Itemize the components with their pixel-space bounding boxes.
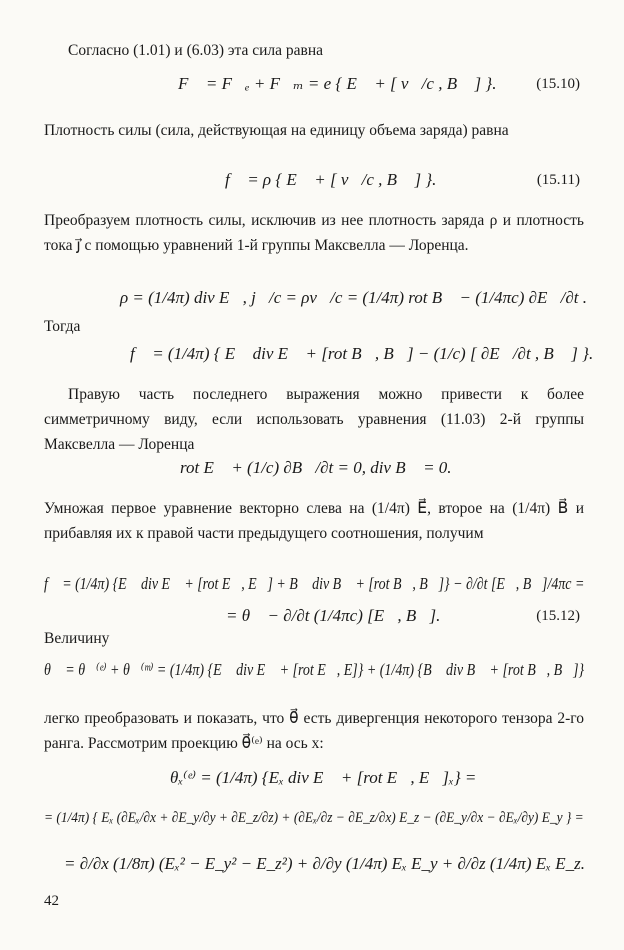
paragraph-multiply: Умножая первое уравнение векторно слева на (1/4π) E⃗, второе на (1/4π) B⃗ и прибавляя их к правой части предыдущего соотношения, получим	[44, 500, 584, 542]
equation-body: F⃗ = F⃗ₑ + F⃗ₘ = e { E⃗ + [ v⃗/c , B⃗ ] }.	[178, 74, 497, 93]
paragraph-symmetric: Правую часть последнего выражения можно привести к более симметричному виду, если использовать уравнения (11.03) 2-й группы Максвелла — Лоренца	[44, 386, 584, 453]
equation-body: f⃗ = (1/4π) { E⃗ div E⃗ + [rot B⃗, B⃗] − (1/c) [ ∂E⃗/∂t , B⃗ ] }.	[130, 344, 594, 363]
equation-body: = θ⃗ − ∂/∂t (1/4πc) [E⃗, B⃗].	[226, 606, 441, 625]
equation-maxwell-2	[0, 450, 624, 490]
page-number: 42	[44, 893, 59, 909]
equation-15-11	[0, 162, 624, 202]
equation-number: (15.10)	[536, 76, 580, 92]
equation-body: rot E⃗ + (1/c) ∂B⃗/∂t = 0, div B⃗ = 0.	[180, 458, 452, 477]
equation-body: f⃗ = ρ { E⃗ + [ v⃗/c , B⃗ ] }.	[225, 170, 437, 189]
paragraph-tensor: легко преобразовать и показать, что θ⃗ есть дивергенция некоторого тензора 2-го ранга. Рассмотрим проекцию θ⃗⁽ᵉ⁾ на ось x:	[44, 710, 584, 752]
equation-number: (15.11)	[536, 172, 580, 188]
equation-body: = (1/4π) { Eₓ (∂Eₓ/∂x + ∂E_y/∂y + ∂E_z/∂z) + (∂Eₓ/∂z − ∂E_z/∂x) E_z − (∂E_y/∂x − ∂Eₓ/∂y) E_y } =	[44, 810, 584, 826]
equation-theta-x-line2	[0, 802, 624, 842]
equation-15-10	[0, 66, 624, 106]
equation-theta-x-line1	[0, 760, 624, 800]
equation-f-density	[0, 336, 624, 376]
equation-theta	[0, 652, 624, 692]
equation-body: = ∂/∂x (1/8π) (Eₓ² − E_y² − E_z²) + ∂/∂y (1/4π) Eₓ E_y + ∂/∂z (1/4π) Eₓ E_z.	[64, 854, 585, 873]
equation-theta-x-line3	[0, 846, 624, 886]
equation-body: f⃗ = (1/4π) {E⃗ div E⃗ + [rot E⃗, E⃗] + B⃗ div B⃗ + [rot B⃗, B⃗]} − ∂/∂t [E⃗, B⃗]/4πc =	[44, 574, 585, 593]
paragraph-intro: Согласно (1.01) и (6.03) эта сила равна	[68, 42, 324, 59]
equation-body: ρ = (1/4π) div E⃗, j⃗/c = ρv⃗/c = (1/4π) rot B⃗ − (1/4πc) ∂E⃗/∂t .	[120, 288, 587, 307]
equation-body: θₓ⁽ᵉ⁾ = (1/4π) {Eₓ div E⃗ + [rot E⃗, E⃗]ₓ} =	[170, 768, 477, 787]
paragraph-quantity: Величину	[44, 630, 110, 647]
equation-body: θ⃗ = θ⃗⁽ᵉ⁾ + θ⃗⁽ᵐ⁾ = (1/4π) {E⃗ div E⃗ + [rot E⃗, E]} + (1/4π) {B⃗ div B⃗ + [rot B⃗, B⃗]}	[44, 660, 585, 679]
paragraph-transform: Преобразуем плотность силы, исключив из нее плотность заряда ρ и плотность тока j⃗ с помощью уравнений 1-й группы Максвелла — Лоренца.	[44, 212, 584, 254]
paragraph-then: Тогда	[44, 318, 81, 335]
equation-number: (15.12)	[536, 608, 580, 624]
paragraph-force-density: Плотность силы (сила, действующая на единицу объема заряда) равна	[44, 122, 509, 139]
